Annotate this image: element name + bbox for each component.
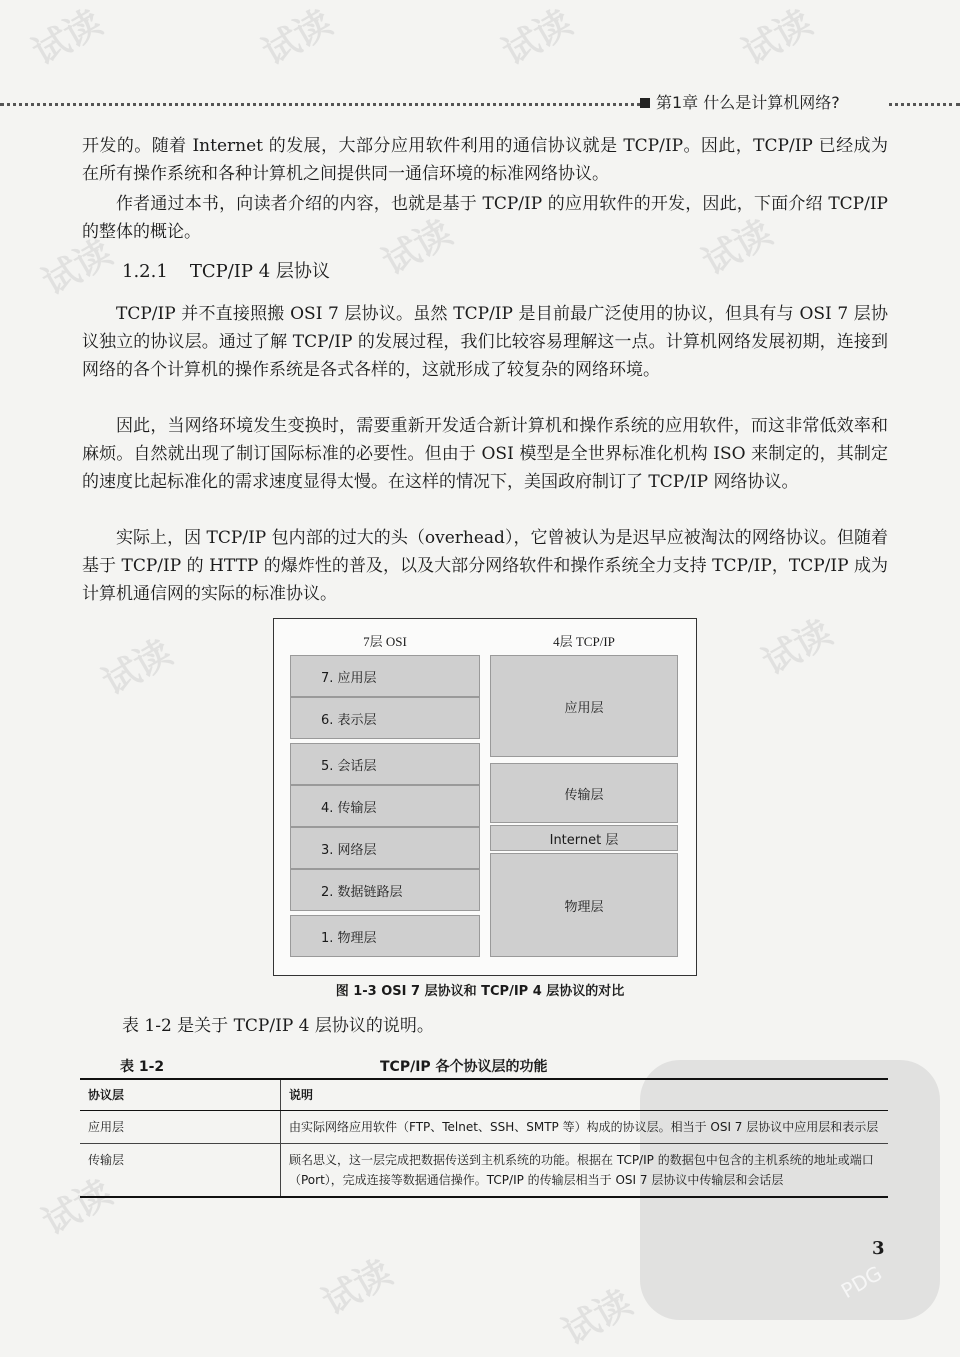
watermark: 试读 xyxy=(696,212,779,284)
table-label: 表 1-2 xyxy=(120,1059,165,1075)
watermark: 试读 xyxy=(26,2,109,74)
table-header: 协议层 xyxy=(80,1079,281,1111)
paragraph: 表 1-2 是关于 TCP/IP 4 层协议的说明。 xyxy=(122,1016,434,1036)
watermark: 试读 xyxy=(36,1172,119,1244)
paragraph: 作者通过本书，向读者介绍的内容，也就是基于 TCP/IP 的应用软件的开发，因此，下面介绍 TCP/IP 的整体的概论。 xyxy=(82,194,888,242)
osi-layer: 4. 传输层 xyxy=(290,785,480,827)
watermark: 试读 xyxy=(736,2,819,74)
protocol-layer-table xyxy=(80,1078,888,1198)
square-bullet-icon xyxy=(640,98,650,108)
table-row xyxy=(80,1111,888,1144)
chapter-title: 第1章 什么是计算机网络? xyxy=(656,93,840,112)
table-cell: 由实际网络应用软件（FTP、Telnet、SSH、SMTP 等）构成的协议层。相当于 OSI 7 层协议中应用层和表示层 xyxy=(281,1111,889,1144)
section-title: TCP/IP 4 层协议 xyxy=(189,261,330,282)
osi-column-title: 7层 OSI xyxy=(363,634,407,649)
osi-tcp-comparison-figure xyxy=(273,618,697,976)
paragraph: 因此，当网络环境发生变换时，需要重新开发适合新计算机和操作系统的应用软件，而这非常低效率和麻烦。自然就出现了制订国际标准的必要性。但由于 OSI 模型是全世界标准化机构 ISO 来制定的，其制定的速度比起标准化的需求速度显得太慢。在这样的情况下，美国政府制订了 TCP/IP 网络协议。 xyxy=(82,416,888,492)
osi-layer: 7. 应用层 xyxy=(290,655,480,697)
running-header xyxy=(640,90,888,116)
watermark: 试读 xyxy=(556,1282,639,1354)
osi-layer: 2. 数据链路层 xyxy=(290,869,480,911)
tcp-layer: 应用层 xyxy=(490,655,678,757)
paragraph: 开发的。随着 Internet 的发展，大部分应用软件利用的通信协议就是 TCP/IP。因此，TCP/IP 已经成为在所有操作系统和各种计算机之间提供同一通信环境的标准网络协议。 xyxy=(82,136,888,184)
seal-text: PDG xyxy=(836,1260,887,1304)
table-cell: 应用层 xyxy=(80,1111,281,1144)
paragraph: TCP/IP 并不直接照搬 OSI 7 层协议。虽然 TCP/IP 是目前最广泛使用的协议，但具有与 OSI 7 层协议独立的协议层。通过了解 TCP/IP 的发展过程，我们比较容易理解这一点。计算机网络发展初期，连接到网络的各个计算机的操作系统是各式各样的，这就形成了较复杂的网络环境。 xyxy=(82,304,888,380)
osi-layer: 5. 会话层 xyxy=(290,743,480,785)
watermark: 试读 xyxy=(36,232,119,304)
tcp-layer: 物理层 xyxy=(490,853,678,957)
tcp-layer: 传输层 xyxy=(490,763,678,823)
tcp-column-title: 4层 TCP/IP xyxy=(553,634,615,649)
watermark: 试读 xyxy=(316,1252,399,1324)
osi-layer: 1. 物理层 xyxy=(290,915,480,957)
section-number: 1.2.1 xyxy=(122,261,168,282)
table-header: 说明 xyxy=(281,1079,889,1111)
paragraph: 实际上，因 TCP/IP 包内部的过大的头（overhead），它曾被认为是迟早应被淘汰的网络协议。但随着基于 TCP/IP 的 HTTP 的爆炸性的普及，以及大部分网络软件和操作系统全力支持 TCP/IP，TCP/IP 成为计算机通信网的实际的标准协议。 xyxy=(82,528,888,604)
watermark: 试读 xyxy=(496,2,579,74)
table-cell: 传输层 xyxy=(80,1144,281,1198)
table-title: TCP/IP 各个协议层的功能 xyxy=(380,1059,548,1075)
watermark: 试读 xyxy=(756,612,839,684)
section-heading xyxy=(122,258,330,286)
table-header-row xyxy=(80,1079,888,1111)
table-row xyxy=(80,1144,888,1198)
osi-layer: 6. 表示层 xyxy=(290,697,480,739)
figure-caption: 图 1-3 OSI 7 层协议和 TCP/IP 4 层协议的对比 xyxy=(335,984,625,999)
osi-layer: 3. 网络层 xyxy=(290,827,480,869)
watermark: 试读 xyxy=(376,212,459,284)
page-number: 3 xyxy=(872,1238,885,1259)
watermark: 试读 xyxy=(96,632,179,704)
tcp-layer: Internet 层 xyxy=(490,825,678,851)
table-cell: 顾名思义，这一层完成把数据传送到主机系统的功能。根据在 TCP/IP 的数据包中包含的主机系统的地址或端口（Port），完成连接等数据通信操作。TCP/IP 的传输层相当于 OSI 7 层协议中传输层和会话层 xyxy=(281,1144,889,1198)
watermark: 试读 xyxy=(256,2,339,74)
